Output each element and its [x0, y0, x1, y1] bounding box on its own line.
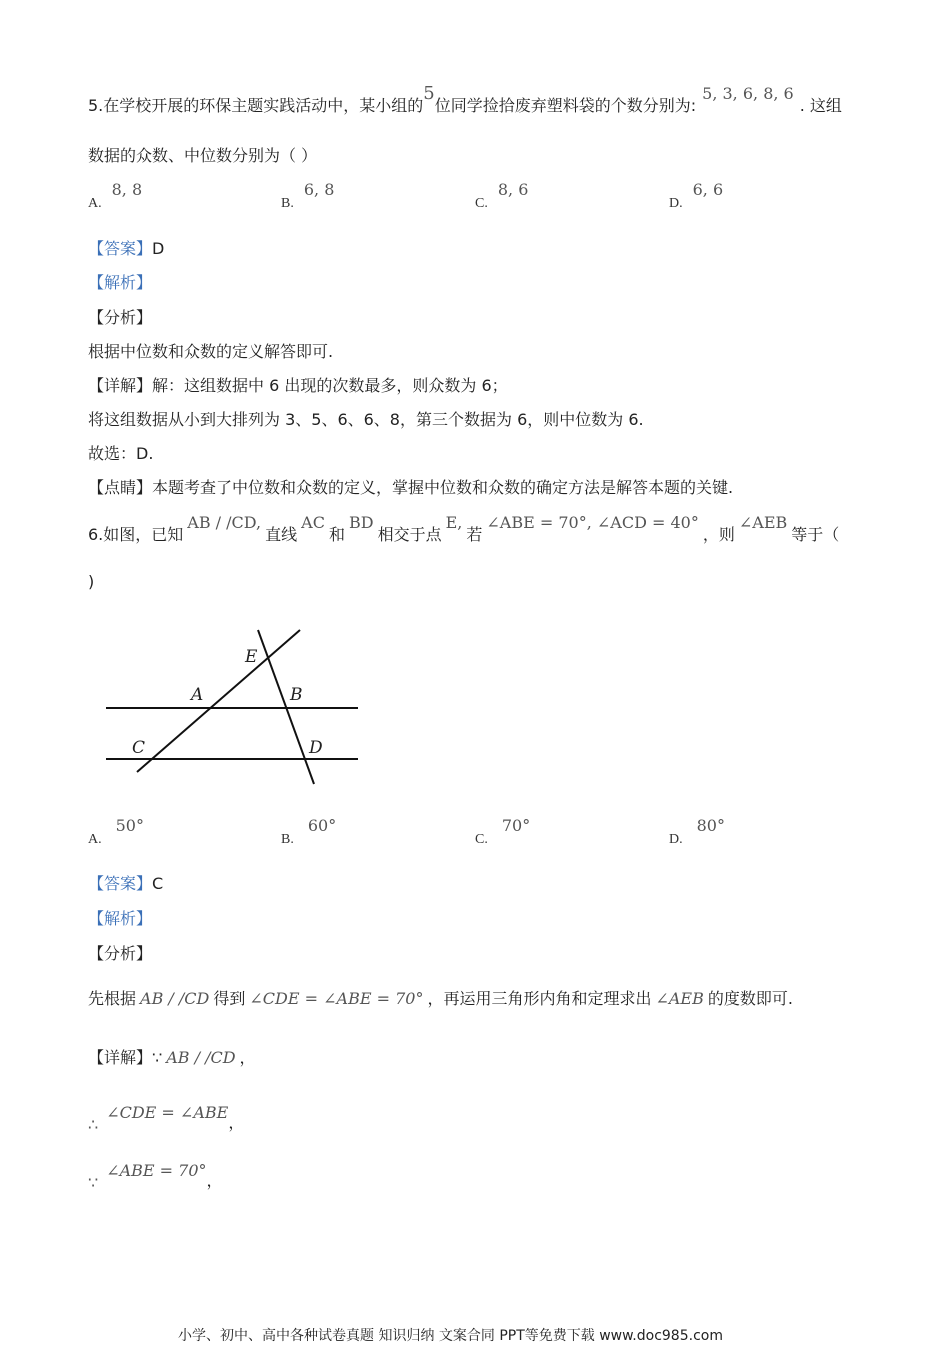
q5-count: 5: [423, 83, 435, 104]
q5-jiexi: 【解析】: [88, 273, 153, 292]
q5-fenxi: 【分析】: [88, 308, 153, 327]
q5-detail-2: 将这组数据从小到大排列为 3、5、6、6、8，第三个数据为 6，则中位数为 6.: [88, 410, 644, 429]
q5-text-b: 位同学捡拾废弃塑料袋的个数分别为:: [434, 96, 697, 115]
q6-option-d: D.80°: [669, 816, 725, 847]
q5-detail-3: 故选：D.: [88, 444, 154, 463]
q5-data-set: 5, 3, 6, 8, 6: [702, 84, 794, 103]
q6-answer: 【答案】C: [88, 874, 164, 893]
label-c: C: [132, 738, 146, 758]
q5-text-a: 5.在学校开展的环保主题实践活动中，某小组的: [88, 96, 424, 115]
q5-stem-line2: 数据的众数、中位数分别为（ ）: [88, 146, 318, 165]
q5-detail-1: 【详解】解：这组数据中 6 出现的次数最多，则众数为 6；: [88, 376, 508, 395]
q6-detail-1: 【详解】∵ AB / /CD ，: [88, 1048, 256, 1067]
label-d: D: [309, 738, 323, 758]
q6-detail-2: ∴∠CDE = ∠ABE，: [88, 1103, 245, 1134]
q6-detail-3: ∵∠ABE = 70°，: [88, 1161, 223, 1192]
q5-stem-line1: [88, 83, 842, 116]
label-b: B: [290, 685, 303, 705]
q6-fenxi: 【分析】: [88, 944, 153, 963]
q5-option-c: C.8, 6: [475, 180, 529, 211]
q5-dianjing: 【点睛】本题考查了中位数和众数的定义，掌握中位数和众数的确定方法是解答本题的关键.: [88, 478, 734, 497]
q5-fenxi-text: 根据中位数和众数的定义解答即可.: [88, 342, 334, 361]
q6-stem-line1: 6.如图，已知AB / /CD,直线AC和BD相交于点E,若∠ABE = 70°, ∠ACD = 40°，则∠AEB等于（: [88, 513, 840, 544]
q6-stem-line2: ): [88, 572, 95, 591]
q6-jiexi: 【解析】: [88, 909, 153, 928]
q5-answer: 【答案】D: [88, 239, 165, 258]
q5-option-d: D.6, 6: [669, 180, 724, 211]
page-footer: 小学、初中、高中各种试卷真题 知识归纳 文案合同 PPT等免费下载 www.doc985.com: [178, 1328, 723, 1344]
line-ac: [137, 630, 300, 772]
q5-option-a: A.8, 8: [88, 180, 143, 211]
q6-option-c: C.70°: [475, 816, 531, 847]
q6-option-a: A.50°: [88, 816, 144, 847]
q5-text-c: . 这组: [799, 96, 842, 115]
q5-option-b: B.6, 8: [281, 180, 335, 211]
q6-figure: [100, 620, 370, 795]
q6-fenxi-text: 先根据 AB / /CD 得到 ∠CDE = ∠ABE = 70° ，再运用三角形内角和定理求出 ∠AEB 的度数即可.: [88, 989, 793, 1008]
label-a: A: [191, 685, 204, 705]
label-e: E: [245, 647, 258, 667]
q6-option-b: B.60°: [281, 816, 337, 847]
